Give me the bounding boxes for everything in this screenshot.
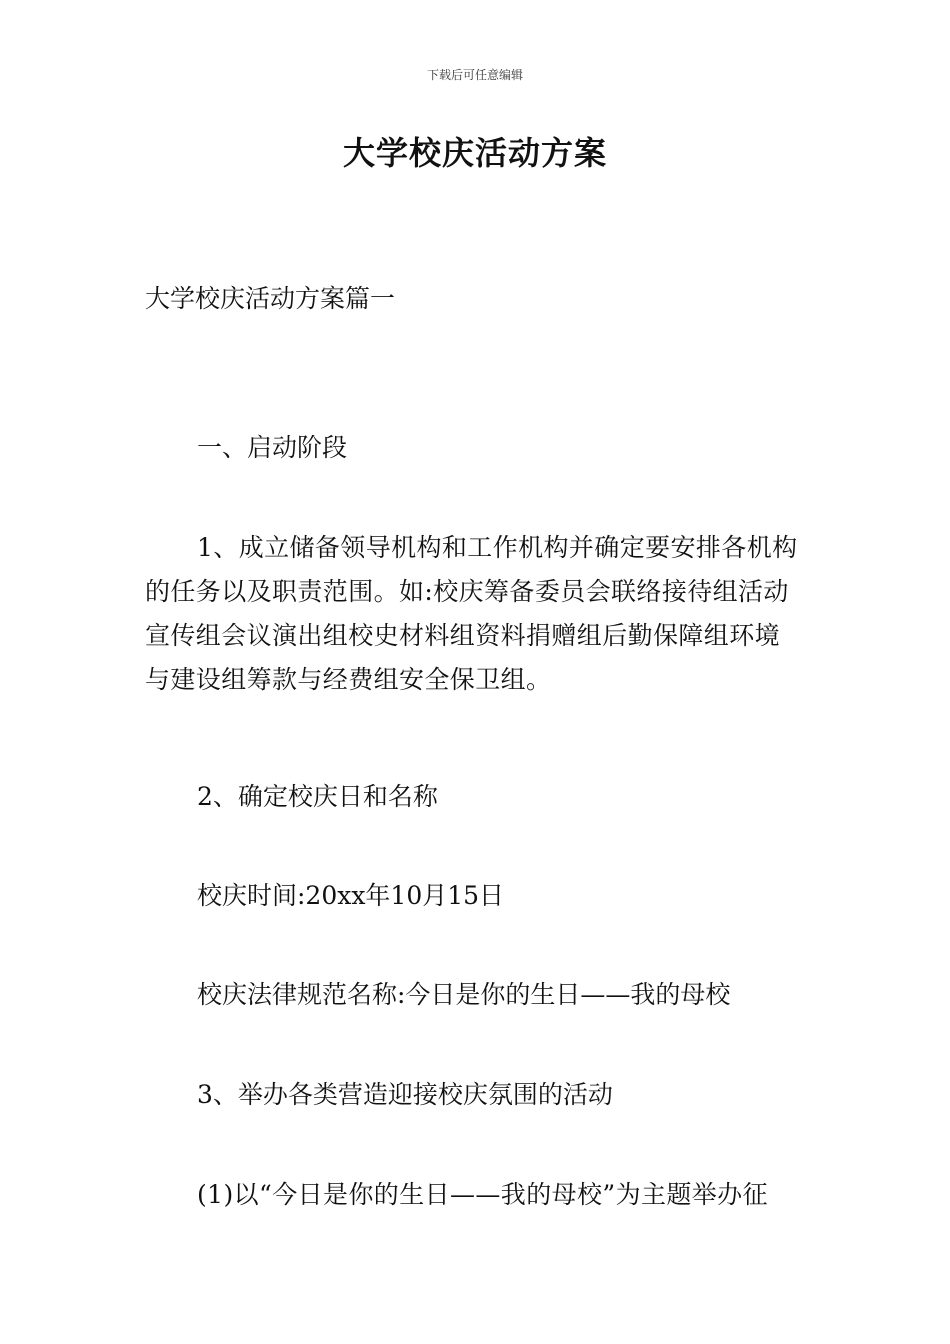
anniversary-time: 校庆时间:20xx年10月15日 [197, 881, 505, 910]
stage-heading: 一、启动阶段 [197, 433, 348, 462]
item1-line: 宣传组会议演出组校史材料组资料捐赠组后勤保障组环境 [145, 621, 781, 650]
item1-line: 与建设组筹款与经费组安全保卫组。 [145, 665, 552, 694]
item3-heading: 3、举办各类营造迎接校庆氛围的活动 [197, 1080, 613, 1109]
anniversary-name: 校庆法律规范名称:今日是你的生日——我的母校 [197, 980, 731, 1009]
item1-paragraph [145, 533, 810, 709]
section-heading: 大学校庆活动方案篇一 [145, 284, 396, 313]
item1-line: 1、成立储备领导机构和工作机构并确定要安排各机构 [197, 533, 798, 562]
item1-line: 的任务以及职责范围。如:校庆筹备委员会联络接待组活动 [145, 577, 789, 606]
item3-sub1: (1)以“今日是你的生日——我的母校”为主题举办征 [197, 1180, 768, 1209]
header-note: 下载后可任意编辑 [426, 68, 523, 82]
document-title: 大学校庆活动方案 [342, 134, 607, 172]
item2-heading: 2、确定校庆日和名称 [197, 782, 438, 811]
